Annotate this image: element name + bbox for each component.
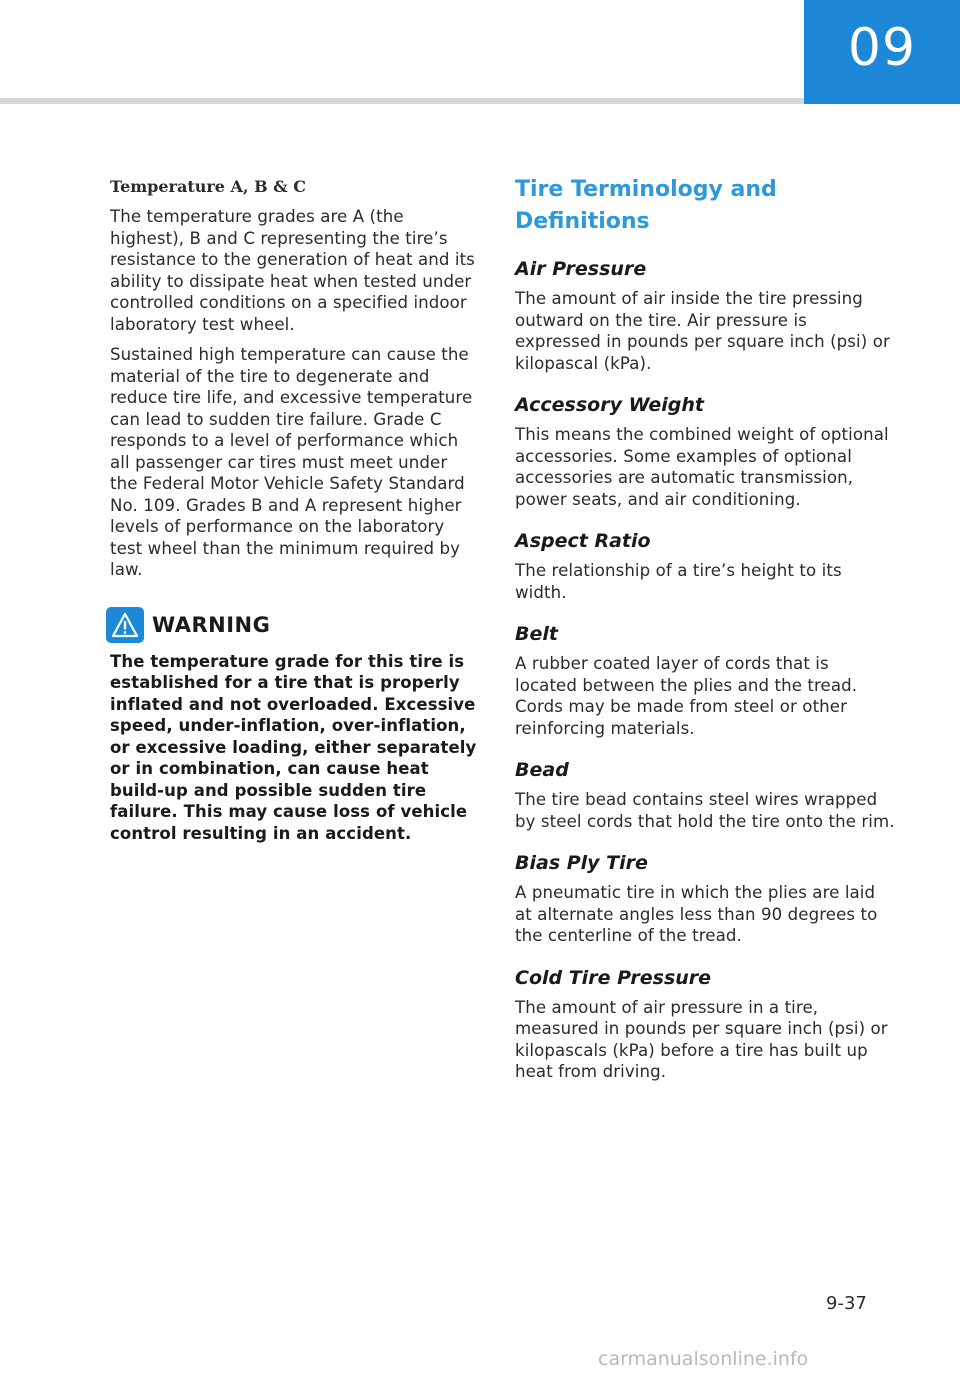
- warning-text: The temperature grade for this tire is established for a tire that is properly inflated and not overloaded. Excessive speed, under-inflation, over-inflation, or excessive loading, either separately or in combination, can cause heat build-up and possible sudden tire failure. This may cause loss of vehicle control resulting in an accident.: [110, 651, 477, 843]
- chapter-number: 09: [847, 18, 917, 78]
- page-number: 9-37: [826, 1293, 867, 1314]
- temperature-subheading: Temperature A, B & C: [110, 177, 306, 196]
- definition-cold-tire-pressure: The amount of air pressure in a tire, measured in pounds per square inch (psi) or kilopascals (kPa) before a tire has built up heat from driving.: [515, 997, 888, 1081]
- warning-header: [110, 607, 480, 643]
- term-accessory-weight: Accessory Weight: [515, 394, 704, 416]
- left-column: [110, 176, 480, 844]
- chapter-tab: [804, 0, 960, 104]
- definition-bias-ply-tire: A pneumatic tire in which the plies are laid at alternate angles less than 90 degrees to the centerline of the tread.: [515, 883, 878, 945]
- term-air-pressure: Air Pressure: [515, 258, 647, 280]
- right-column: [515, 174, 895, 1101]
- definition-belt: A rubber coated layer of cords that is located between the plies and the tread. Cords may be made from steel or other reinforcing materials.: [515, 654, 858, 738]
- section-title: Tire Terminology and Definitions: [515, 177, 777, 234]
- term-bead: Bead: [515, 759, 569, 781]
- term-bias-ply-tire: Bias Ply Tire: [515, 852, 648, 874]
- temperature-paragraph-1: The temperature grades are A (the highest), B and C representing the tire’s resistance to the generation of heat and its ability to dissipate heat when tested under controlled conditions on a specified indoor laboratory test wheel.: [110, 207, 475, 334]
- warning-triangle-icon: [106, 607, 144, 643]
- watermark: carmanualsonline.info: [598, 1348, 809, 1370]
- term-aspect-ratio: Aspect Ratio: [515, 530, 651, 552]
- term-cold-tire-pressure: Cold Tire Pressure: [515, 966, 712, 989]
- warning-title: WARNING: [152, 612, 271, 637]
- definition-accessory-weight: This means the combined weight of optional accessories. Some examples of optional accessories are automatic transmission, power seats, and air conditioning.: [515, 425, 889, 509]
- header-rule: [0, 98, 804, 104]
- definition-air-pressure: The amount of air inside the tire pressing outward on the tire. Air pressure is expressed in pounds per square inch (psi) or kilopascal (kPa).: [515, 289, 890, 373]
- definition-bead: The tire bead contains steel wires wrapped by steel cords that hold the tire onto the rim.: [515, 790, 895, 831]
- definition-aspect-ratio: The relationship of a tire’s height to its width.: [515, 561, 842, 602]
- term-belt: Belt: [515, 623, 558, 645]
- temperature-paragraph-2: Sustained high temperature can cause the material of the tire to degenerate and reduce tire life, and excessive temperature can lead to sudden tire failure. Grade C responds to a level of performance which all passenger car tires must meet under the Federal Motor Vehicle Safety Standard No. 109. Grades B and A represent higher levels of performance on the laboratory test wheel than the minimum required by law.: [110, 345, 473, 579]
